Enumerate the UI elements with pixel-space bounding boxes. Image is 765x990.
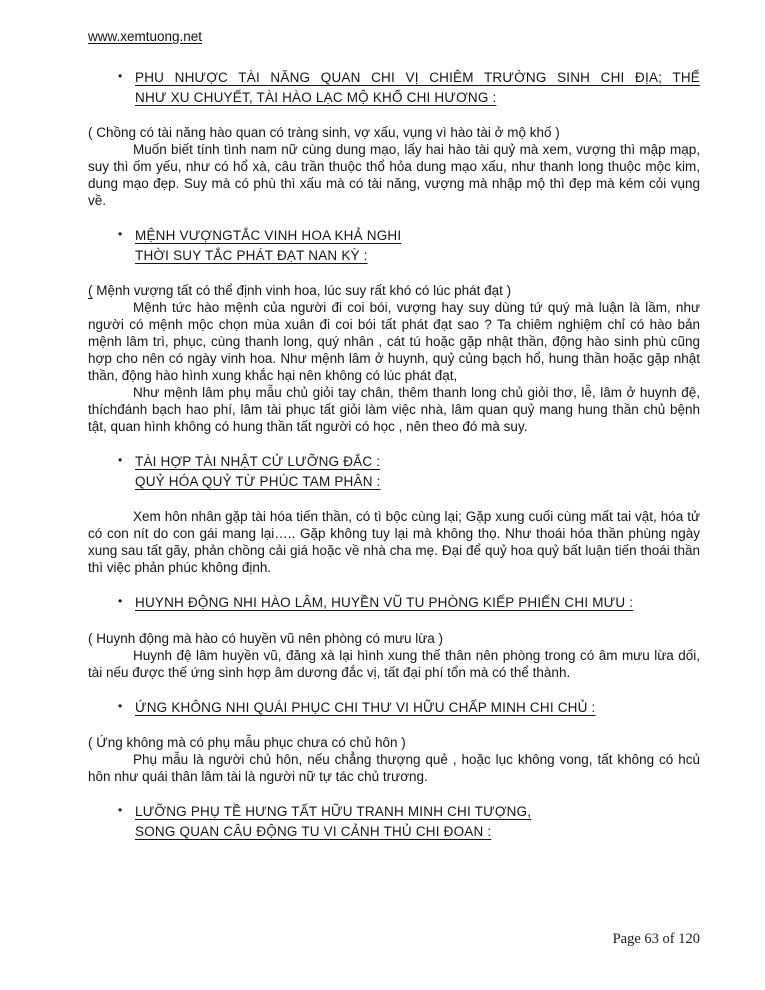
section-luong-phu [88, 802, 700, 841]
heading-lines [135, 802, 700, 841]
heading-line: LƯỠNG PHỤ TỀ HƯNG TẤT HỮU TRANH MINH CHI TƯỢNG, [135, 804, 532, 819]
heading-lines [135, 68, 700, 107]
section-heading [118, 226, 700, 265]
section-menh-vuong [88, 226, 700, 435]
paren-rest: Mệnh vượng tất có thể định vinh hoa, lúc suy rất khó có lúc phát đạt ) [92, 283, 512, 298]
parenthetical-note: ( Ứng không mà có phụ mẫu phục chưa có chủ hôn ) [88, 735, 406, 750]
body-paragraph: Huynh đệ lâm huyền vũ, đăng xà lại hình xung thế thân nên phòng trong có âm mưu lừa dối, tài nếu được thế ứng sinh hợp âm dương đắc vị, tất đại phí tổn mà có thể thành. [88, 647, 700, 680]
section-heading [118, 698, 700, 718]
section-heading [118, 593, 700, 613]
body-paragraph: Muốn biết tính tình nam nữ cùng dung mạo, lấy hai hào tài quỷ mà xem, vượng thì mập mạp, suy thì ốm yếu, như có hổ xà, câu trần thuộc thổ hỏa dung mạo xấu, như thanh long thuộc mộc kim, dung mạo đẹp. Suy mà có phù thì xấu mà có tài năng, vượng mà nhập mộ thì đẹp mà kém cỏi vụng về. [88, 142, 700, 208]
bullet-icon: • [118, 69, 123, 83]
body-paragraph: Mệnh tức hào mệnh của người đi coi bói, vượng hay suy dùng tứ quý mà luận là lầm, như người có mệnh mộc chọn mùa xuân đi coi bói tất phát đạt sao ? Ta chiêm nghiệm chỉ có hào bản mệnh lâm trì, phục, cùng thanh long, quý nhân , cát tú hoặc gặp nhật thần, động hào sinh phù cũng hợp cho nên có ngày vinh hoa. Như mệnh lâm ở huynh, quỷ củng bạch hổ, hung thần hoặc gặp nhật thần, động hào hình xung khắc hại nên không có lúc phát đạt, [88, 300, 700, 383]
heading-line: THỜI SUY TẮC PHÁT ĐẠT NAN KỲ : [135, 247, 368, 263]
bullet-icon: • [118, 803, 123, 817]
parenthetical-note: ( Huynh động mà hào có huyền vũ nên phòng có mưu lừa ) [88, 630, 444, 646]
heading-lines [135, 226, 700, 265]
body-paragraph: Xem hôn nhân gặp tài hóa tiến thần, có tì bộc cùng lại; Gặp xung cuối cùng mất tai vật, hóa tử có con nít do con gái mang lại….. Gặp không tuy lại mà không thọ. Như thoái hóa thần phùng ngày xung sau tất gãy, phản chồng cải giá hoặc về nhà cha mẹ. Đại để quỷ hoa quỷ bất luận tiến thoái thần thì việc phản phúc không định. [88, 509, 700, 575]
paren-open: ( [88, 283, 93, 298]
section-heading [118, 452, 700, 491]
heading-lines [135, 593, 700, 613]
heading-line: TÀI HỢP TÀI NHẬT CỬ LƯỠNG ĐẮC : [135, 454, 381, 469]
bullet-icon: • [118, 698, 123, 713]
section-heading [118, 802, 700, 841]
heading-line: ỨNG KHÔNG NHI QUÁI PHỤC CHI THƯ VI HỮU CHẤP MINH CHI CHỦ : [135, 699, 596, 715]
section-phu-nhuoc [88, 68, 700, 209]
heading-line: QUỶ HÓA QUỶ TỪ PHÚC TAM PHÂN : [135, 473, 381, 489]
heading-lines [135, 698, 700, 718]
heading-line: PHU NHƯỢC TÀI NĂNG QUAN CHI VỊ CHIÊM TRƯỜNG SINH CHI ĐỊA; THẾ [135, 70, 700, 85]
site-url-link[interactable]: www.xemtuong.net [88, 29, 203, 44]
heading-line: HUYNH ĐỘNG NHI HÀO LÂM, HUYỀN VŨ TU PHÒNG KIẾP PHIẾN CHI MƯU : [135, 595, 634, 610]
heading-line: SONG QUAN CÂU ĐỘNG TU VI CẢNH THỦ CHI ĐOAN : [135, 823, 492, 839]
section-ung-khong [88, 698, 700, 786]
body-paragraph: Phụ mẫu là người chủ hôn, nếu chẳng thượng quẻ , hoặc lục không vong, tất không có hcủ hôn như quái thân lâm tài là người nữ tự tác chủ trương. [88, 752, 700, 784]
parenthetical-note [88, 282, 700, 299]
section-huynh-dong [88, 593, 700, 681]
section-tai-hop [88, 452, 700, 576]
heading-line: MỆNH VƯỢNGTẮC VINH HOA KHẢ NGHI [135, 228, 402, 243]
heading-lines [135, 452, 700, 491]
body-paragraph: Như mệnh lâm phụ mẫu chủ giỏi tay chân, thêm thanh long chủ giỏi thơ, lễ, lâm ở huynh đệ, thíchđánh bạch hao phí, lâm tài phục tất giỏi làm việc nhà, lâm quan quỷ mang hung thần chủ bệnh tật, quan hình không có hung thần tất người có học , nên theo đó mà suy. [88, 385, 700, 434]
page-number: Page 63 of 120 [612, 931, 700, 947]
heading-line: NHƯ XU CHUYẾT, TÀI HÀO LẠC MỘ KHỐ CHI HƯƠNG : [135, 89, 497, 105]
bullet-icon: • [118, 453, 123, 467]
parenthetical-note: ( Chồng có tài năng hào quan có tràng sinh, vợ xấu, vụng vì hào tài ở mộ khố ) [88, 125, 560, 140]
bullet-icon: • [118, 227, 123, 241]
bullet-icon: • [118, 594, 123, 608]
section-heading [118, 68, 700, 107]
